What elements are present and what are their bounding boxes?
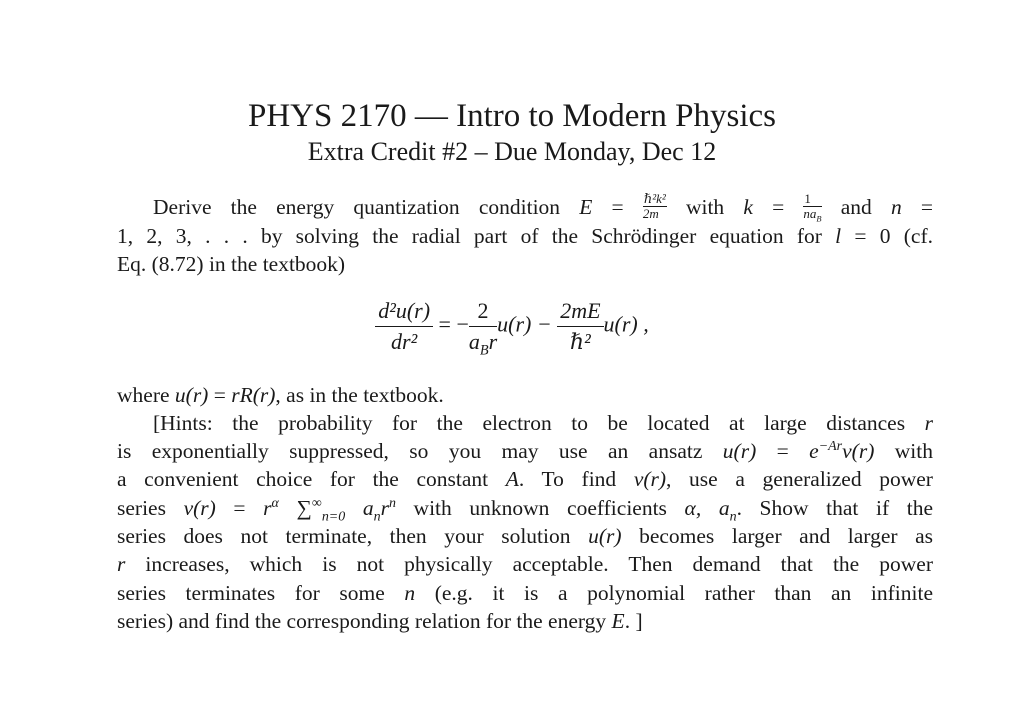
math: e [809,439,819,463]
math: r [380,496,389,520]
text: = [901,195,933,219]
numerator: d²u(r) [375,298,433,327]
text: (e.g. it is a polynomial rather than an infinite [415,581,933,605]
denominator: dr² [391,329,418,354]
math-var: l [835,224,842,248]
hints-line-2 [117,437,933,465]
text: = 0 (cf. [841,224,933,248]
text: , as in the textbook. [275,383,444,407]
subscript: B [479,342,489,359]
numerator: 1 [803,192,821,207]
document-subtitle: Extra Credit #2 – Due Monday, Dec 12 [307,137,717,166]
denominator [803,206,822,224]
math-var: n [890,195,902,219]
text: with unknown coefficients [395,496,685,520]
denominator: ℏ² [570,329,591,354]
math: r [263,496,272,520]
text: . ] [624,609,643,633]
math: α, a [684,496,730,520]
math: u(r) [722,439,757,463]
text: a convenient choice for the constant [117,467,506,491]
text: where [117,383,175,407]
text: , use a generalized power [666,467,933,491]
text: increases, which is not physically acceptable. Then demand that the power [125,552,933,576]
term2-fraction [557,298,603,355]
superscript: n [388,495,396,511]
superscript: −Ar [818,438,843,454]
math-var: A [505,467,519,491]
numerator: 2 [469,298,497,327]
text: na [803,206,817,222]
math-var: E [579,195,593,219]
text: r [488,329,498,354]
text: and [821,195,891,219]
math: u(r) [588,524,622,548]
hints-line-5 [117,522,933,550]
text: u(r) , [603,311,649,337]
subscript: n [729,509,737,525]
hints-line-4 [117,494,934,525]
energy-fraction [643,192,667,220]
text: = [592,195,643,219]
subscript: n=0 [321,509,346,525]
math-var: n [404,581,416,605]
hints-line-3 [117,465,933,493]
text: a [468,329,480,354]
where-line [117,381,933,409]
numerator: 2mE [557,298,603,327]
text: [Hints: the probability for the electron to be located at large distances [153,411,925,435]
hints-line-7 [117,579,933,607]
text: is exponentially suppressed, so you may use an ansatz [117,439,723,463]
text: . To find [518,467,634,491]
subscript: n [373,509,381,525]
k-fraction [803,191,822,224]
superscript: ∞ [311,495,322,511]
text: = [215,496,264,520]
intro-line-2 [117,222,933,250]
text: series [117,496,184,520]
math: v(r) [633,467,667,491]
hints-line-6 [117,550,933,578]
text: series does not terminate, then your solution [117,524,589,548]
math: v(r) [842,439,875,463]
denominator [468,327,498,359]
math: v(r) [183,496,216,520]
math-var: r [924,411,933,435]
text: = [752,195,804,219]
math-var: k [743,195,753,219]
text: = [208,383,232,407]
text: = − [433,311,469,337]
text: u(r) − [497,311,558,337]
text: with [874,439,933,463]
math-var: E [611,609,625,633]
lhs-fraction [375,298,433,355]
text: series terminates for some [117,581,405,605]
text: with [666,195,744,219]
denominator: 2m [642,206,659,222]
math-var: r [117,552,126,576]
term1-fraction [468,298,498,359]
math: u(r) [174,383,209,407]
subscript: B [816,213,822,224]
math: rR(r) [231,383,276,407]
text: . Show that if the [736,496,934,520]
text: Derive the energy quantization condition [153,195,580,219]
math: a [345,496,374,520]
hints-line-8 [117,607,933,635]
intro-line-1 [117,193,933,223]
document-title: PHYS 2170 — Intro to Modern Physics [247,98,777,134]
superscript: α [271,495,279,511]
sum-symbol: ∑ [278,496,312,520]
text: series) and find the corresponding relation for the energy [117,609,612,633]
numerator: ℏ²k² [643,191,666,207]
radial-equation [0,298,1024,359]
hints-line-1 [117,409,933,437]
text: 1, 2, 3, . . . by solving the radial part of the Schrödinger equation for [117,224,836,248]
text: becomes larger and larger as [621,524,933,548]
intro-line-3: Eq. (8.72) in the textbook) [117,252,346,276]
text: = [756,439,810,463]
